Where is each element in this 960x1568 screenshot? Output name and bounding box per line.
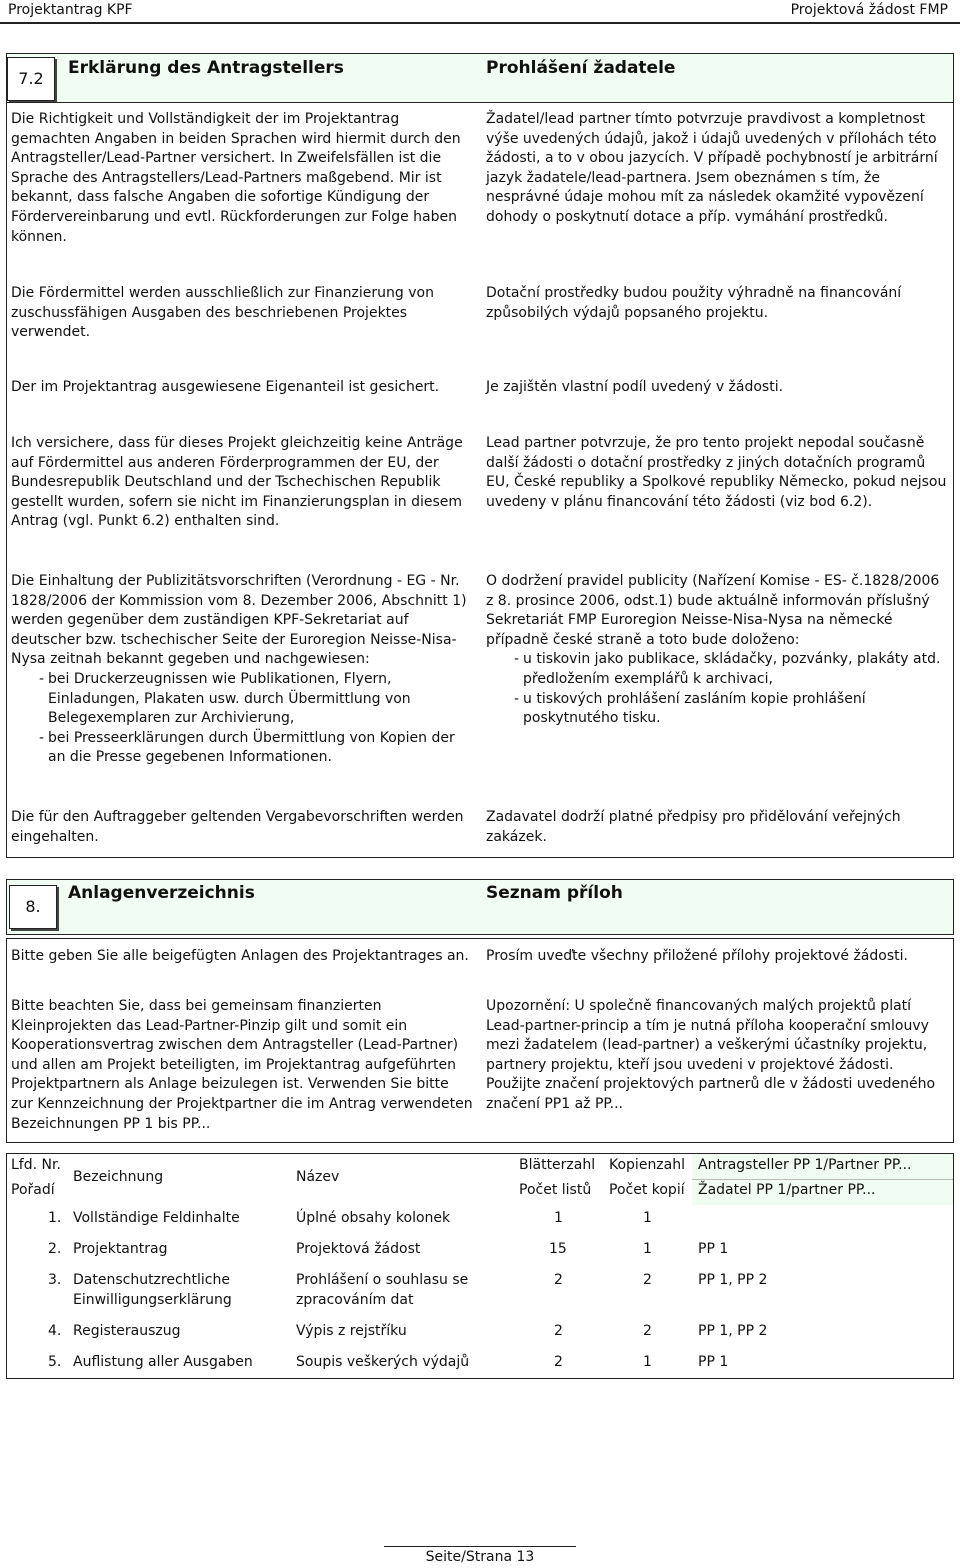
publicity-de-text: Die Einhaltung der Publizitätsvorschriften (Verordnung - EG - Nr. 1828/2006 der Kommission vom 8. Dezember 2006, Abschnitt 1) werden gegenüber dem zuständigen KPF-Sekretariat auf deutscher bzw. tschechischer Seite der Euroregion Neisse-Nisa-Nysa zeitnah bekannt gegeben und nachgewiesen: — [11, 573, 467, 668]
no-other-funding-de: Ich versichere, dass für dieses Projekt gleichzeitig keine Anträge auf Fördermittel aus anderen Förderprogrammen der EU, der Bundesrepublik Deutschland und der Tschechischen Republik gestellt wurden, sofern sie nicht im Finanzierungsplan in diesem Antrag (vgl. Punkt 6.2) enthalten sind. — [11, 435, 463, 530]
funding-use-de: Die Fördermittel werden ausschließlich zur Finanzierung von zuschussfähigen Ausgaben des beschriebenen Projektes verwendet. — [11, 285, 434, 341]
publicity-de-item: - bei Presseerklärungen durch Übermittlung von Kopien der an die Presse gegebenen Informationen. — [11, 729, 473, 768]
col-header-blatt-de: Blätterzahl — [519, 1157, 596, 1173]
col-header-antragsteller-cz: Žadatel PP 1/partner PP... — [698, 1181, 876, 1198]
lead-partner-note-cz: Upozornění: U společně financovaných malých projektů platí Lead-partner-princip a tím je nutná příloha kooperační smlouvy mezi žadatelem (lead-partner) a veškerými účastníky projektu, partnery projektu, kteří jsou uvedeni v projektové žádosti. Použijte značení projektových partnerů dle v žádosti uvedeného značení PP1 až PP... — [486, 998, 936, 1112]
row-blatt: 15 — [549, 1241, 567, 1257]
row-cz: Úplné obsahy kolonek — [296, 1210, 451, 1226]
row-nr: 1. — [48, 1210, 62, 1226]
publicity-de-item: - bei Druckerzeugnissen wie Publikationen, Flyern, Einladungen, Plakaten usw. durch Übermittlung von Belegexemplaren zur Archivierung, — [11, 670, 473, 729]
row-cz: Soupis veškerých výdajů — [296, 1354, 470, 1370]
row-blatt: 2 — [554, 1272, 563, 1288]
row-partner: PP 1, PP 2 — [698, 1323, 768, 1339]
row-kopien: 2 — [643, 1272, 652, 1288]
section-8-number: 8. — [9, 885, 57, 929]
row-de: Vollständige Feldinhalte — [73, 1210, 240, 1226]
row-de: Auflistung aller Ausgaben — [73, 1354, 253, 1370]
col-header-nazev: Název — [296, 1169, 340, 1185]
col-header-kopien-de: Kopienzahl — [609, 1157, 686, 1173]
row-kopien: 1 — [643, 1210, 652, 1226]
col-header-nr-cz: Pořadí — [11, 1181, 55, 1198]
row-kopien: 1 — [643, 1241, 652, 1257]
publicity-cz-item: - u tiskových prohlášení zasláním kopie prohlášení poskytnutého tisku. — [486, 690, 948, 729]
row-de: Projektantrag — [73, 1241, 168, 1257]
col-header-nr-de: Lfd. Nr. — [11, 1157, 61, 1173]
row-cz: Výpis z rejstříku — [296, 1323, 407, 1339]
procurement-cz: Zadavatel dodrží platné předpisy pro přidělování veřejných zakázek. — [486, 809, 901, 845]
attachments-instruction-cz: Prosím uveďte všechny přiložené přílohy projektové žádosti. — [486, 948, 908, 964]
header-right: Projektová žádost FMP — [790, 2, 948, 18]
row-nr: 2. — [48, 1241, 62, 1257]
own-share-de: Der im Projektantrag ausgewiesene Eigenanteil ist gesichert. — [11, 379, 440, 395]
publicity-cz-text: O dodržení pravidel publicity (Nařízení Komise - ES- č.1828/2006 z 8. prosince 2006, odst.1) bude aktuálně informován příslušný Sekretariát FMP Euroregion Neisse-Nisa-Nysa na německé případně české straně a toto bude doloženo: — [486, 573, 940, 648]
row-kopien: 2 — [643, 1323, 652, 1339]
row-nr: 3. — [48, 1272, 62, 1288]
funding-use-cz: Dotační prostředky budou použity výhradně na financování způsobilých výdajů popsaného projektu. — [486, 285, 902, 321]
publicity-de — [11, 572, 473, 768]
row-partner: PP 1, PP 2 — [698, 1272, 768, 1288]
page-header — [0, 0, 960, 24]
section-8-title-de: Anlagenverzeichnis — [68, 883, 255, 903]
declaration-de: Die Richtigkeit und Vollständigkeit der im Projektantrag gemachten Angaben in beiden Sprachen wird hiermit durch den Antragsteller/Lead-Partner versichert. In Zweifelsfällen ist die Sprache des Antragstellers/Lead-Partners maßgebend. Mir ist bekannt, dass falsche Angaben die sofortige Kündigung der Fördervereinbarung und evtl. Rückforderungen zur Folge haben können. — [11, 111, 461, 245]
page-number: Seite/Strana 13 — [425, 1549, 535, 1565]
row-blatt: 2 — [554, 1323, 563, 1339]
declaration-cz: Žadatel/lead partner tímto potvrzuje pravdivost a kompletnost výše uvedených údajů, jakož i údajů uvedených v přílohách této žádosti, a to v obou jazycích. V případě pochybností je arbitrární jazyk žadatele/lead-partnera. Jsem obeznámen s tím, že nesprávné údaje mohou mít za následek okamžité vypovězení dohody o poskytnutí dotace a příp. vymáhání prostředků. — [486, 111, 938, 225]
col-header-antragsteller-de: Antragsteller PP 1/Partner PP... — [698, 1157, 912, 1173]
row-de: Registerauszug — [73, 1323, 181, 1339]
row-blatt: 2 — [554, 1354, 563, 1370]
section-7-title-cz: Prohlášení žadatele — [486, 58, 676, 78]
row-blatt: 1 — [554, 1210, 563, 1226]
row-nr: 4. — [48, 1323, 62, 1339]
header-rule — [0, 22, 960, 24]
attachments-instruction-de: Bitte geben Sie alle beigefügten Anlagen des Projektantrages an. — [11, 948, 469, 964]
row-partner: PP 1 — [698, 1354, 729, 1370]
section-7-title-de: Erklärung des Antragstellers — [68, 58, 344, 78]
col-header-antragsteller — [698, 1156, 912, 1200]
own-share-cz: Je zajištěn vlastní podíl uvedený v žádosti. — [486, 379, 784, 395]
header-left: Projektantrag KPF — [8, 2, 133, 18]
section-8-title-cz: Seznam příloh — [486, 883, 623, 903]
section-7-number: 7.2 — [7, 57, 55, 101]
col-header-nr — [11, 1156, 61, 1200]
col-header-bezeichnung: Bezeichnung — [73, 1169, 164, 1185]
row-cz: Projektová žádost — [296, 1241, 421, 1257]
row-partner: PP 1 — [698, 1241, 729, 1257]
publicity-cz — [486, 572, 948, 729]
footer-rule — [384, 1546, 576, 1547]
procurement-de: Die für den Auftraggeber geltenden Vergabevorschriften werden eingehalten. — [11, 809, 464, 845]
publicity-cz-item: - u tiskovin jako publikace, skládačky, pozvánky, plakáty atd. předložením exemplářů k archivaci, — [486, 650, 948, 689]
col-header-blatt-cz: Počet listů — [519, 1181, 592, 1198]
no-other-funding-cz: Lead partner potvrzuje, že pro tento projekt nepodal současně další žádosti o dotační prostředky z jiných dotačních programů EU, České republiky a Spolkové republiky Německo, pokud nejsou uvedeny v plánu financování této žádosti (viz bod 6.2). — [486, 435, 947, 510]
lead-partner-note-de: Bitte beachten Sie, dass bei gemeinsam finanzierten Kleinprojekten das Lead-Partner-Pinzip gilt und somit ein Kooperationsvertrag zwischen dem Antragsteller (Lead-Partner) und allen am Projekt beteiligten, im Projektantrag aufgeführten Projektpartnern als Anlage beizulegen ist. Verwenden Sie bitte zur Kennzeichnung der Projektpartner die im Antrag verwendeten Bezeichnungen PP 1 bis PP... — [11, 998, 473, 1132]
row-nr: 5. — [48, 1354, 62, 1370]
row-cz: Prohlášení o souhlasu se zpracováním dat — [296, 1272, 469, 1308]
row-de: Datenschutzrechtliche Einwilligungserklärung — [73, 1272, 232, 1308]
row-kopien: 1 — [643, 1354, 652, 1370]
col-header-blatt — [519, 1156, 595, 1200]
col-header-kopien-cz: Počet kopií — [609, 1181, 685, 1198]
col-header-kopien — [609, 1156, 685, 1200]
